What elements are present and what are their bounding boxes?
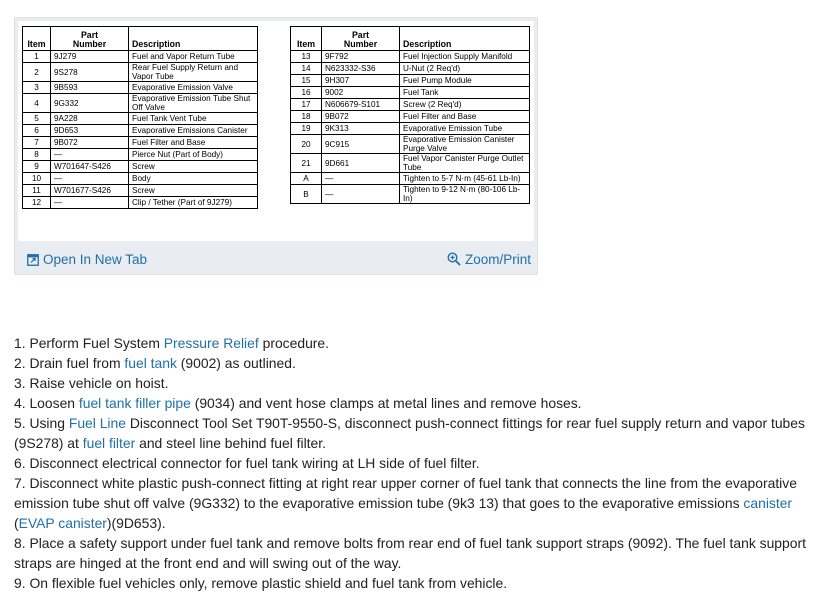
procedure-steps bbox=[14, 333, 814, 593]
glossary-link[interactable]: fuel tank filler pipe bbox=[78, 395, 191, 411]
table-row bbox=[23, 197, 258, 209]
procedure-step bbox=[14, 333, 814, 353]
glossary-link[interactable]: EVAP canister bbox=[18, 515, 107, 531]
item-cell: 10 bbox=[23, 173, 51, 185]
item-cell: 21 bbox=[291, 154, 322, 173]
glossary-link[interactable]: Pressure Relief bbox=[163, 335, 259, 351]
item-cell: 12 bbox=[23, 197, 51, 209]
description-cell: Fuel Filter and Base bbox=[129, 137, 258, 149]
part-number-cell: 9A228 bbox=[51, 113, 129, 125]
procedure-step bbox=[14, 393, 814, 413]
step-text: Disconnect Tool Set T90T-9550-S, disconnect push-connect fittings for rear fuel supply return and vapor tubes (9S278) at bbox=[14, 415, 805, 451]
table-row bbox=[23, 173, 258, 185]
table-row bbox=[291, 185, 530, 204]
table-header-row bbox=[23, 27, 258, 51]
step-text: 2. Drain fuel from bbox=[14, 355, 125, 371]
step-text: 6. Disconnect electrical connector for fuel tank wiring at LH side of fuel filter. bbox=[14, 455, 480, 471]
table-row bbox=[291, 111, 530, 123]
step-text: )(9D653). bbox=[106, 515, 166, 531]
description-cell: Tighten to 9-12 N·m (80-106 Lb-In) bbox=[400, 185, 530, 204]
parts-table-right-body bbox=[291, 51, 530, 204]
item-cell: 4 bbox=[23, 94, 51, 113]
part-number-cell: 9D653 bbox=[51, 125, 129, 137]
item-cell: 20 bbox=[291, 135, 322, 154]
description-cell: Evaporative Emission Valve bbox=[129, 82, 258, 94]
item-cell: 13 bbox=[291, 51, 322, 63]
description-cell: Screw bbox=[129, 161, 258, 173]
part-number-cell: — bbox=[322, 185, 400, 204]
part-number-cell: 9002 bbox=[322, 87, 400, 99]
part-number-cell: W701647-S426 bbox=[51, 161, 129, 173]
part-number-cell: — bbox=[51, 149, 129, 161]
procedure-step bbox=[14, 453, 814, 473]
step-text: (9034) and vent hose clamps at metal lines and remove hoses. bbox=[190, 395, 582, 411]
glossary-link[interactable]: fuel tank bbox=[124, 355, 177, 371]
step-text: 9. On flexible fuel vehicles only, remove plastic shield and fuel tank from vehicle. bbox=[14, 575, 508, 591]
column-header: Part Number bbox=[322, 27, 400, 51]
table-row bbox=[23, 185, 258, 197]
procedure-step bbox=[14, 353, 814, 373]
table-row bbox=[23, 125, 258, 137]
open-in-new-tab-link[interactable] bbox=[27, 252, 147, 267]
description-cell: Evaporative Emission Tube Shut Off Valve bbox=[129, 94, 258, 113]
zoom-icon bbox=[447, 252, 461, 266]
description-cell: Rear Fuel Supply Return and Vapor Tube bbox=[129, 63, 258, 82]
part-number-cell: 9J279 bbox=[51, 51, 129, 63]
description-cell: Fuel Vapor Canister Purge Outlet Tube bbox=[400, 154, 530, 173]
parts-diagram-image bbox=[18, 21, 534, 241]
table-row bbox=[23, 94, 258, 113]
table-row bbox=[291, 154, 530, 173]
item-cell: B bbox=[291, 185, 322, 204]
description-cell: Fuel Tank bbox=[400, 87, 530, 99]
procedure-step bbox=[14, 413, 814, 453]
table-row bbox=[291, 173, 530, 185]
parts-table-right bbox=[290, 26, 530, 204]
parts-table-right-header bbox=[291, 27, 530, 51]
table-row bbox=[23, 149, 258, 161]
item-cell: 15 bbox=[291, 75, 322, 87]
open-new-tab-icon bbox=[27, 254, 39, 266]
parts-table-left bbox=[22, 26, 258, 209]
table-row bbox=[291, 123, 530, 135]
item-cell: 9 bbox=[23, 161, 51, 173]
item-cell: 5 bbox=[23, 113, 51, 125]
description-cell: U-Nut (2 Req'd) bbox=[400, 63, 530, 75]
description-cell: Pierce Nut (Part of Body) bbox=[129, 149, 258, 161]
part-number-cell: 9H307 bbox=[322, 75, 400, 87]
table-row bbox=[291, 51, 530, 63]
description-cell: Clip / Tether (Part of 9J279) bbox=[129, 197, 258, 209]
item-cell: 1 bbox=[23, 51, 51, 63]
table-row bbox=[23, 113, 258, 125]
item-cell: 16 bbox=[291, 87, 322, 99]
step-text: and steel line behind fuel filter. bbox=[135, 435, 326, 451]
item-cell: 2 bbox=[23, 63, 51, 82]
parts-figure bbox=[14, 17, 538, 275]
table-row bbox=[291, 87, 530, 99]
description-cell: Evaporative Emission Canister Purge Valve bbox=[400, 135, 530, 154]
description-cell: Fuel Injection Supply Manifold bbox=[400, 51, 530, 63]
part-number-cell: W701677-S426 bbox=[51, 185, 129, 197]
table-row bbox=[23, 137, 258, 149]
parts-table-left-header bbox=[23, 27, 258, 51]
description-cell: Body bbox=[129, 173, 258, 185]
table-row bbox=[23, 82, 258, 94]
step-text: procedure. bbox=[258, 335, 330, 351]
description-cell: Tighten to 5-7 N·m (45-61 Lb-In) bbox=[400, 173, 530, 185]
part-number-cell: 9B593 bbox=[51, 82, 129, 94]
description-cell: Evaporative Emissions Canister bbox=[129, 125, 258, 137]
part-number-cell: 9B072 bbox=[322, 111, 400, 123]
part-number-cell: N623332-S36 bbox=[322, 63, 400, 75]
part-number-cell: N606679-S101 bbox=[322, 99, 400, 111]
step-text: ( bbox=[14, 515, 19, 531]
item-cell: 7 bbox=[23, 137, 51, 149]
part-number-cell: 9C915 bbox=[322, 135, 400, 154]
item-cell: 3 bbox=[23, 82, 51, 94]
item-cell: 18 bbox=[291, 111, 322, 123]
procedure-step bbox=[14, 473, 814, 533]
open-in-new-tab-label: Open In New Tab bbox=[43, 252, 148, 267]
description-cell: Fuel Tank Vent Tube bbox=[129, 113, 258, 125]
procedure-step bbox=[14, 573, 814, 593]
part-number-cell: — bbox=[51, 197, 129, 209]
table-row bbox=[291, 63, 530, 75]
item-cell: 19 bbox=[291, 123, 322, 135]
step-text: 1. Perform Fuel System bbox=[14, 335, 164, 351]
item-cell: 8 bbox=[23, 149, 51, 161]
step-text: 7. Disconnect white plastic push-connect fitting at right rear upper corner of fuel tank that connects the line from the evaporative emission tube shut off valve (9G332) to the evaporative emission tube (9k3 13) that goes to the evaporative emissions bbox=[14, 475, 797, 511]
table-row bbox=[291, 75, 530, 87]
procedure-step bbox=[14, 533, 814, 573]
zoom-print-link[interactable] bbox=[447, 252, 531, 267]
part-number-cell: 9B072 bbox=[51, 137, 129, 149]
parts-table-left-body bbox=[23, 51, 258, 209]
description-cell: Fuel and Vapor Return Tube bbox=[129, 51, 258, 63]
description-cell: Screw bbox=[129, 185, 258, 197]
step-text: (9002) as outlined. bbox=[176, 355, 296, 371]
description-cell: Fuel Pump Module bbox=[400, 75, 530, 87]
procedure-step bbox=[14, 373, 814, 393]
table-header-row bbox=[291, 27, 530, 51]
part-number-cell: 9K313 bbox=[322, 123, 400, 135]
part-number-cell: 9S278 bbox=[51, 63, 129, 82]
part-number-cell: — bbox=[322, 173, 400, 185]
table-row bbox=[291, 135, 530, 154]
table-row bbox=[23, 161, 258, 173]
step-text: 8. Place a safety support under fuel tank and remove bolts from rear end of fuel tank support straps (9092). The fuel tank support straps are hinged at the front end and will swing out of the way. bbox=[14, 535, 806, 571]
item-cell: 11 bbox=[23, 185, 51, 197]
table-row bbox=[23, 63, 258, 82]
step-text: 5. Using bbox=[14, 415, 69, 431]
item-cell: 14 bbox=[291, 63, 322, 75]
part-number-cell: 9G332 bbox=[51, 94, 129, 113]
column-header: Description bbox=[129, 27, 258, 51]
glossary-link[interactable]: fuel filter bbox=[82, 435, 136, 451]
item-cell: 17 bbox=[291, 99, 322, 111]
zoom-print-label: Zoom/Print bbox=[464, 252, 531, 267]
description-cell: Evaporative Emission Tube bbox=[400, 123, 530, 135]
description-cell: Screw (2 Req'd) bbox=[400, 99, 530, 111]
table-row bbox=[291, 99, 530, 111]
column-header: Description bbox=[400, 27, 530, 51]
glossary-link[interactable]: canister bbox=[743, 495, 793, 511]
table-row bbox=[23, 51, 258, 63]
glossary-link[interactable]: Fuel Line bbox=[68, 415, 126, 431]
item-cell: A bbox=[291, 173, 322, 185]
item-cell: 6 bbox=[23, 125, 51, 137]
column-header: Part Number bbox=[51, 27, 129, 51]
step-text: 3. Raise vehicle on hoist. bbox=[14, 375, 169, 391]
part-number-cell: 9D661 bbox=[322, 154, 400, 173]
step-text: 4. Loosen bbox=[14, 395, 79, 411]
column-header: Item bbox=[23, 27, 51, 51]
part-number-cell: — bbox=[51, 173, 129, 185]
part-number-cell: 9F792 bbox=[322, 51, 400, 63]
column-header: Item bbox=[291, 27, 322, 51]
figure-footer bbox=[15, 247, 537, 273]
description-cell: Fuel Filter and Base bbox=[400, 111, 530, 123]
